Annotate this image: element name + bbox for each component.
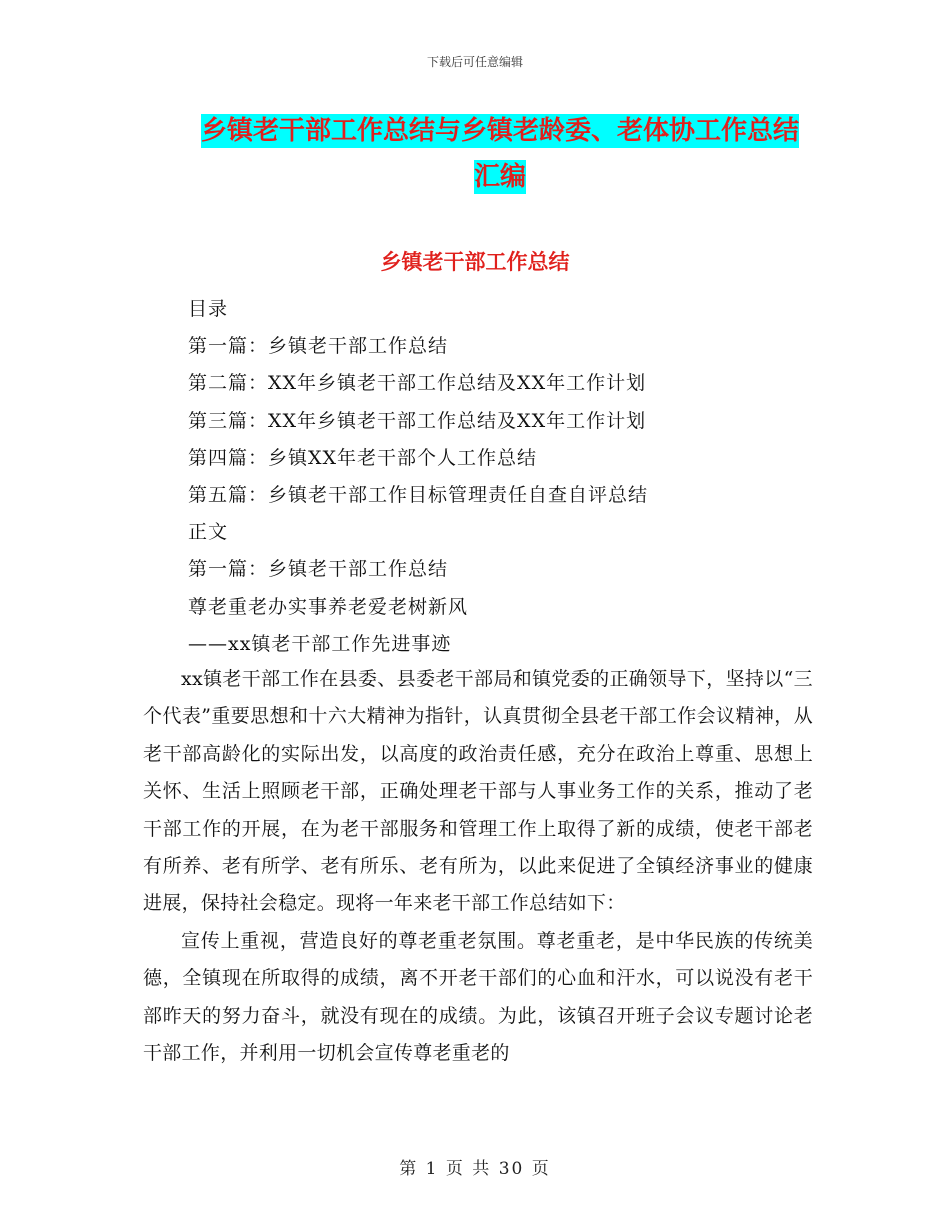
body-text	[143, 661, 813, 1072]
toc-item: 第二篇：XX年乡镇老干部工作总结及XX年工作计划	[188, 372, 647, 395]
document-title	[150, 108, 850, 200]
paragraph: 宣传上重视，营造良好的尊老重老氛围。尊老重老，是中华民族的传统美德，全镇现在所取得的成绩，离不开老干部们的心血和汗水，可以说没有老干部昨天的努力奋斗，就没有现在的成绩。为此，该镇召开班子会议专题讨论老干部工作，并利用一切机会宣传尊老重老的	[143, 929, 813, 1065]
article-subtitle: ——xx镇老干部工作先进事迹	[188, 632, 452, 655]
toc-item: 第三篇：XX年乡镇老干部工作总结及XX年工作计划	[188, 409, 647, 432]
toc-item: 第一篇：乡镇老干部工作总结	[188, 335, 449, 358]
chapter-heading: 第一篇：乡镇老干部工作总结	[188, 558, 449, 581]
document-title-line-2: 汇编	[473, 162, 526, 192]
article-title: 尊老重老办实事养老爱老树新风	[188, 595, 469, 618]
body-heading: 正文	[188, 521, 229, 544]
section-title: 乡镇老干部工作总结	[380, 250, 570, 274]
toc-item: 第四篇：乡镇XX年老干部个人工作总结	[188, 446, 538, 469]
page-footer: 第 1 页 共 30 页	[399, 1159, 551, 1179]
document-title-line-1: 乡镇老干部工作总结与乡镇老龄委、老体协工作总结	[200, 116, 799, 146]
toc-item: 第五篇：乡镇老干部工作目标管理责任自查自评总结	[188, 483, 649, 506]
table-of-contents	[188, 291, 828, 663]
header-note: 下载后可任意编辑	[426, 55, 523, 69]
paragraph: xx镇老干部工作在县委、县委老干部局和镇党委的正确领导下，坚持以“三个代表”重要思想和十六大精神为指针，认真贯彻全县老干部工作会议精神，从老干部高龄化的实际出发，以高度的政治责任感，充分在政治上尊重、思想上关怀、生活上照顾老干部，正确处理老干部与人事业务工作的关系，推动了老干部工作的开展，在为老干部服务和管理工作上取得了新的成绩，使老干部老有所养、老有所学、老有所乐、老有所为，以此来促进了全镇经济事业的健康进展，保持社会稳定。现将一年来老干部工作总结如下：	[143, 668, 813, 915]
toc-heading: 目录	[188, 298, 229, 320]
